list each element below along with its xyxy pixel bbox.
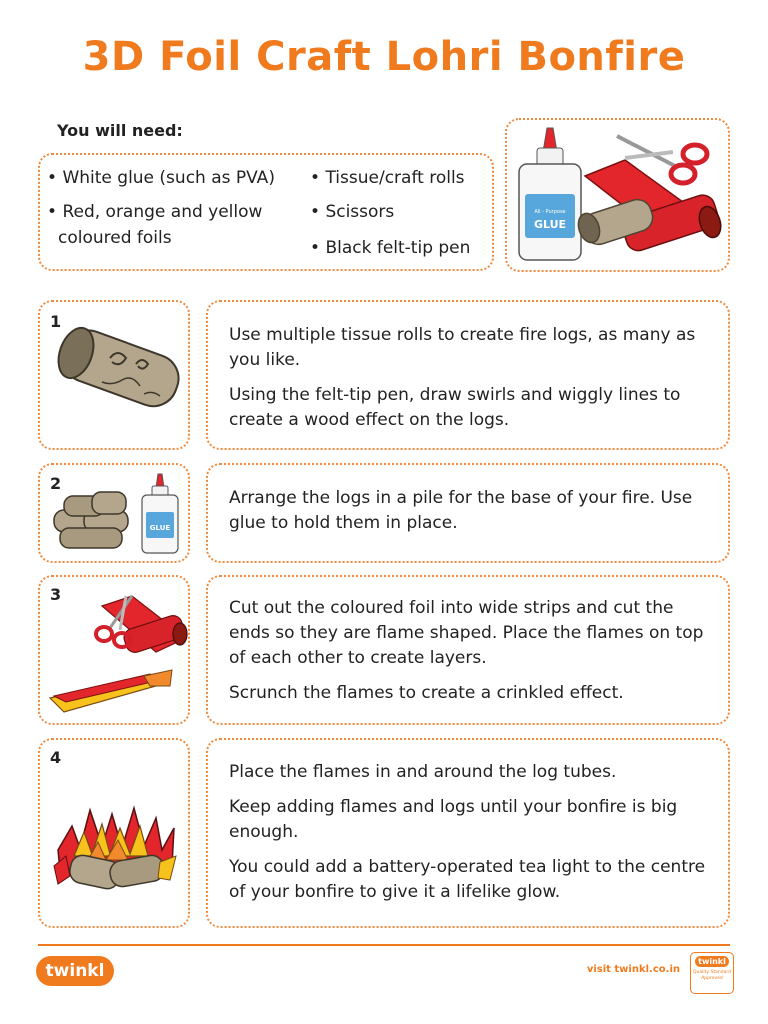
- step-1-text: [229, 323, 719, 443]
- materials-illustration: [505, 118, 730, 272]
- badge-logo: twinkl: [695, 956, 729, 967]
- foil-cutting-illustration: [40, 582, 190, 722]
- visit-link[interactable]: visit twinkl.co.in: [586, 964, 680, 975]
- bonfire-icon: [54, 808, 176, 891]
- step-4-paragraph: You could add a battery-operated tea light to the centre of your bonfire to give it a lifelike glow.: [229, 857, 706, 902]
- material-item: • Red, orange and yellow: [47, 202, 263, 222]
- material-item: • White glue (such as PVA): [47, 168, 275, 188]
- glue-bottle-icon: [519, 128, 581, 260]
- bonfire-illustration: [40, 800, 190, 920]
- step-2-paragraph: Arrange the logs in a pile for the base of your fire. Use glue to hold them in place.: [229, 488, 693, 533]
- step-4-paragraph: Place the flames in and around the log tubes.: [229, 762, 617, 782]
- step-2-number: 2: [50, 474, 62, 493]
- flame-strip-icon: [50, 670, 172, 712]
- step-3-paragraph: Scrunch the flames to create a crinkled effect.: [229, 683, 624, 703]
- material-item-cont: coloured foils: [58, 228, 172, 248]
- step-1-number: 1: [50, 312, 62, 331]
- wood-log-icon: [40, 320, 190, 430]
- step-1-paragraph: Using the felt-tip pen, draw swirls and wiggly lines to create a wood effect on the logs.: [229, 385, 681, 430]
- material-item: • Black felt-tip pen: [310, 238, 471, 258]
- step-3-paragraph: Cut out the coloured foil into wide strips and cut the ends so they are flame shaped. Place the flames on top of each other to create layers.: [229, 598, 704, 668]
- step-4-text: [229, 760, 719, 915]
- svg-text:GLUE: GLUE: [533, 218, 567, 231]
- step-3-text: [229, 596, 719, 716]
- materials-heading: You will need:: [57, 121, 183, 140]
- badge-text: Quality Standard Approved: [693, 970, 731, 981]
- svg-text:All - Purpose: All - Purpose: [534, 209, 566, 215]
- step-1-paragraph: Use multiple tissue rolls to create fire logs, as many as you like.: [229, 325, 696, 370]
- step-2-text: [229, 486, 719, 546]
- footer-divider: [38, 944, 730, 946]
- glue-bottle-icon: [142, 474, 178, 553]
- log-pile-icon: [54, 492, 128, 548]
- twinkl-logo[interactable]: twinkl: [36, 956, 114, 986]
- page-title: 3D Foil Craft Lohri Bonfire: [82, 34, 686, 80]
- svg-text:GLUE: GLUE: [149, 524, 171, 532]
- quality-badge: [690, 952, 734, 994]
- material-item: • Scissors: [310, 202, 395, 222]
- step-3-number: 3: [50, 585, 62, 604]
- step-4-paragraph: Keep adding flames and logs until your bonfire is big enough.: [229, 797, 678, 842]
- material-item: • Tissue/craft rolls: [310, 168, 465, 188]
- log-pile-illustration: [40, 470, 190, 560]
- step-4-number: 4: [50, 748, 62, 767]
